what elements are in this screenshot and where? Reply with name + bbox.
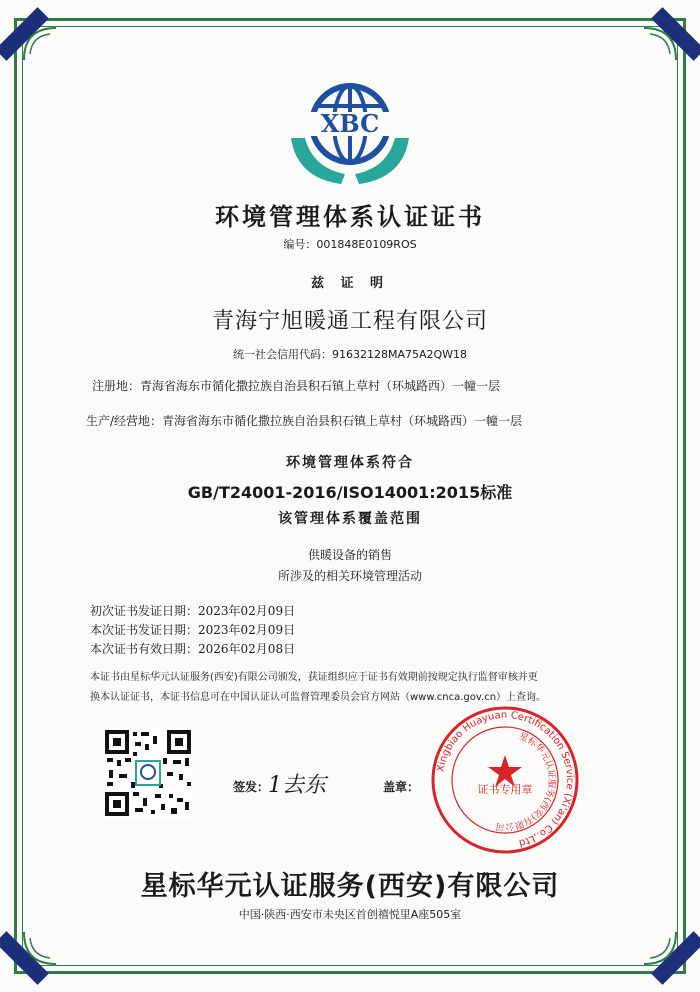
seal-outer-text: Xingbiao Huayuan Certification Service (Xi'an) Co.,Ltd — [435, 709, 576, 849]
first-issue-date: 初次证书发证日期：2023年02月09日 — [90, 604, 296, 618]
certificate-title: 环境管理体系认证证书 — [215, 202, 485, 231]
issuer-address: 中国·陕西·西安市未央区首创禧悦里A座505室 — [238, 908, 462, 921]
notice-line-2: 换本认证证书，本证书信息可在中国认证认可监督管理委员会官方网站（www.cnca.gov.cn）上查询。 — [90, 692, 547, 703]
corner-ornament-top-right — [640, 24, 680, 64]
corner-ornament-top-left — [20, 24, 60, 64]
seal-inner-text: 星标华元认证服务(西安)有限公司 — [495, 731, 557, 832]
operating-address: 生产/经营地：青海省海东市循化撒拉族自治县积石镇上草村（环城路西）一幢一层 — [86, 414, 523, 428]
scope-line-2: 所涉及的相关环境管理活动 — [277, 569, 422, 583]
credit-code: 统一社会信用代码：91632128MA75A2QW18 — [232, 348, 468, 361]
hereby-certify: 兹 证 明 — [310, 276, 390, 291]
qr-code — [103, 728, 193, 818]
corner-ornament-bottom-left — [20, 928, 60, 968]
valid-until-date: 本次证书有效日期：2026年02月08日 — [90, 642, 296, 656]
official-seal — [430, 705, 580, 855]
standard-text: GB/T24001-2016/ISO14001:2015标准 — [187, 483, 513, 502]
signature-label: 签发： — [233, 780, 270, 794]
notice-text — [90, 668, 610, 708]
seal-label: 盖章： — [383, 780, 420, 794]
current-issue-date: 本次证书发证日期：2023年02月09日 — [90, 623, 296, 637]
scope-heading: 该管理体系覆盖范围 — [278, 511, 422, 527]
scope-line-1: 供暖设备的销售 — [307, 548, 392, 562]
corner-ornament-bottom-right — [640, 928, 680, 968]
notice-line-1: 本证书由星标华元认证服务(西安)有限公司颁发，获证组织应于证书有效期前按规定执行监督审核并更 — [90, 672, 538, 683]
company-name: 青海宁旭暖通工程有限公司 — [211, 309, 488, 334]
certificate-number: 编号：001848E0109ROS — [283, 238, 417, 251]
logo-text: XBC — [320, 109, 380, 138]
seal-center-text: 证书专用章 — [477, 783, 533, 796]
issue-dates — [90, 602, 295, 659]
registered-address: 注册地：青海省海东市循化撒拉族自治县积石镇上草村（环城路西）一幢一层 — [92, 379, 501, 393]
signature: 1去东 — [268, 773, 326, 798]
issuer-name: 星标华元认证服务(西安)有限公司 — [140, 871, 560, 902]
xbc-logo — [283, 74, 417, 190]
conformity-heading: 环境管理体系符合 — [286, 455, 414, 471]
